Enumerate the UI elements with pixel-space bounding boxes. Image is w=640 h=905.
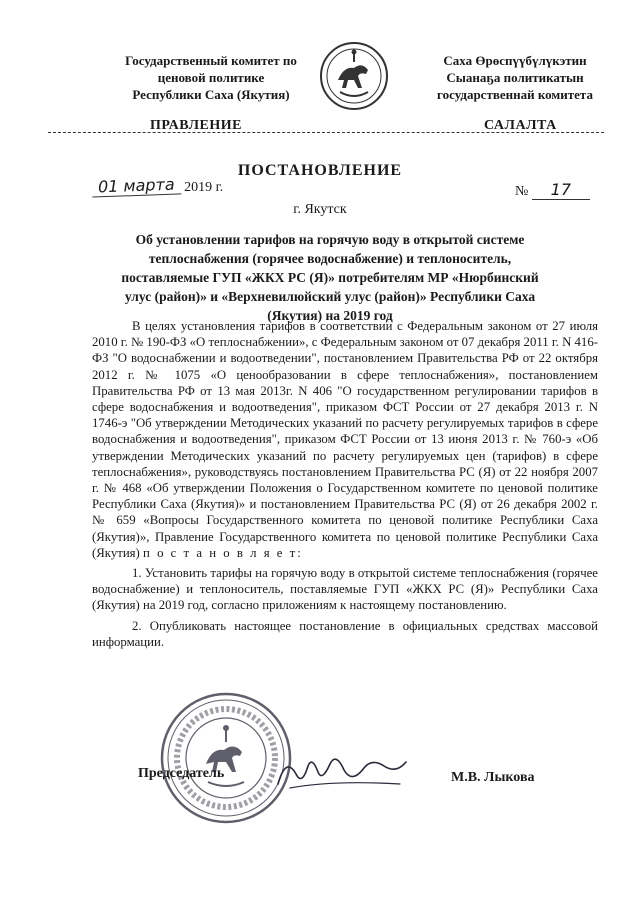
signatory-name: М.В. Лыкова	[451, 770, 535, 785]
document-number	[515, 180, 590, 200]
handwritten-date: 01 марта	[92, 174, 181, 197]
document-type-title: ПОСТАНОВЛЕНИЕ	[237, 162, 403, 179]
header-right-organization	[400, 52, 630, 103]
header-right-line: Сыанаҕа политикатын	[446, 70, 584, 85]
signatory-title: Председатель	[138, 766, 225, 781]
preamble-paragraph	[92, 318, 598, 561]
document-date	[92, 176, 223, 196]
resolution-item-2: 2. Опубликовать настоящее постановление в официальных средствах массовой информации.	[92, 618, 598, 649]
department-label-ru: ПРАВЛЕНИЕ	[150, 118, 242, 133]
department-label-sah: САЛАЛТА	[484, 118, 557, 133]
header-left-line: Государственный комитет по	[125, 53, 297, 68]
document-subject: Об установлении тарифов на горячую воду в открытой системе теплоснабжения (горячее водоснабжение) и теплоноситель, поставляемые ГУП «ЖКХ РС (Я)» потребителям МР «Нюрбинский улус (район)» и «Верхневилюйский улус (район)» Республики Саха (Якутия) на 2019 год	[121, 232, 539, 323]
header-left-line: ценовой политике	[157, 70, 265, 85]
handwritten-signature	[272, 744, 412, 798]
header-left-line: Республики Саха (Якутия)	[132, 87, 290, 102]
date-year: 2019 г.	[184, 180, 224, 195]
header-divider	[48, 132, 604, 133]
header-left-organization	[96, 52, 326, 103]
resolves-text: п о с т а н о в л я е т:	[143, 545, 303, 560]
preamble-text: В целях установления тарифов в соответствии с Федеральным законом от 27 июля 2010 г. № 190-ФЗ «О теплоснабжении», с Федеральным законом от 07 декабря 2011 г. N 416-ФЗ "О водоснабжении и водоотведении", постановлением Правительства РФ от 22 октября 2012 г. № 1075 «О ценообразовании в сфере теплоснабжения», постановлением Правительства РФ от 13 мая 2013г. N 406 "О государственном регулировании тарифов в сфере водоснабжения и водоотведения", приказом ФСТ России от 27 декабря 2013 г. N 1746-э "Об утверждении Методических указаний по расчету регулируемых тарифов в сфере водоснабжения и водоотведения", приказом ФСТ России от 13 июня 2013 г. № 760-э «Об утверждении Методических указаний по расчету регулируемых цен (тарифов) в сфере теплоснабжения», руководствуясь постановлением Правительства РС (Я) от 22 ноября 2007 г. № 468 «Об утверждении Положения о Государственном комитете по ценовой политике Республики Саха (Якутия)» и постановлением Правительства РС (Я) от 26 декабря 2002 г. № 659 «Вопросы Государственного комитета по ценовой политике Республики Саха (Якутия)», Правление Государственного комитета по ценовой политике Республики Саха (Якутия)	[92, 319, 598, 560]
document-body	[92, 318, 598, 650]
header-right-line: Саха Өрөспүүбүлүкэтин	[443, 53, 587, 68]
coat-of-arms-emblem	[318, 40, 390, 112]
document-city: г. Якутск	[293, 202, 347, 217]
resolution-item-1: 1. Установить тарифы на горячую воду в открытой системе теплоснабжения (горячее водоснабжение) и теплоноситель, поставляемые ГУП «ЖКХ РС (Я)» Республики Саха (Якутия) на 2019 год, согласно приложениям к настоящему постановлению.	[92, 566, 598, 613]
number-prefix: №	[515, 184, 529, 199]
handwritten-number: 17	[532, 180, 590, 200]
header-right-line: государственнай комитета	[437, 87, 593, 102]
